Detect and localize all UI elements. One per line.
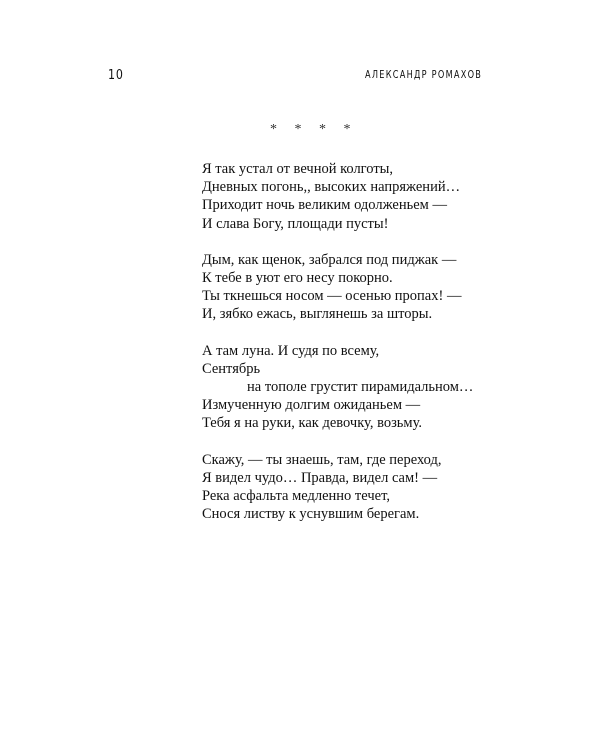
poem-line: Снося листву к уснувшим берегам.: [202, 506, 420, 523]
poem-line: Я так устал от вечной колготы,: [202, 161, 394, 177]
poem-line: Ты ткнешься носом — осенью пропах! —: [202, 288, 462, 305]
stanza-1: [202, 160, 522, 233]
poem-line: Я видел чудо… Правда, видел сам! —: [202, 469, 438, 486]
stanza-3: [202, 342, 522, 433]
poem-line: К тебе в уют его несу покорно.: [202, 270, 393, 287]
section-ornament: * * * *: [270, 122, 358, 137]
poem-line: Дневных погонь,, высоких напряжений…: [202, 179, 461, 196]
poem-line: И слава Богу, площади пусты!: [202, 215, 389, 232]
poem-line: И, зябко ежась, выглянешь за шторы.: [202, 306, 433, 323]
poem-line: Приходит ночь великим одолженьем —: [202, 197, 447, 214]
stanza-4: [202, 451, 522, 524]
page-number: 10: [108, 68, 124, 83]
running-head-author: АЛЕКСАНДР РОМАХОВ: [364, 69, 482, 81]
poem-line-indented: на тополе грустит пирамидальном…: [247, 379, 474, 396]
poem-line: Река асфальта медленно течет,: [202, 488, 390, 505]
poem-line: Сентябрь: [202, 360, 261, 377]
poem-line: А там луна. И судя по всему,: [202, 342, 380, 359]
poem-line: Скажу, — ты знаешь, там, где переход,: [202, 451, 442, 468]
stanza-2: [202, 251, 522, 324]
poem-line: Дым, как щенок, забрался под пиджак —: [202, 251, 457, 268]
poem: [202, 160, 522, 541]
poem-line: Тебя я на руки, как девочку, возьму.: [202, 415, 423, 432]
poem-line: Измученную долгим ожиданьем —: [202, 397, 421, 414]
